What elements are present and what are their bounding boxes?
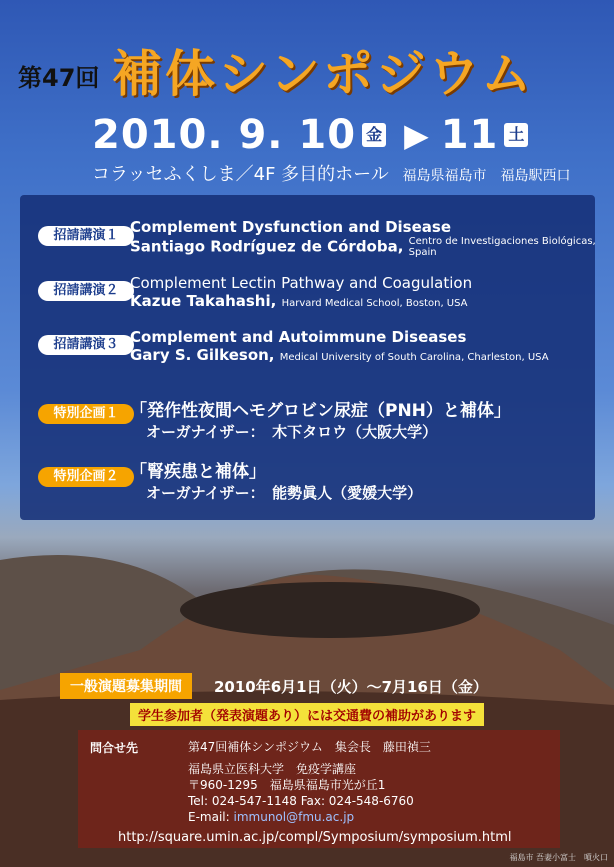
photo-credit: 福島市 吾妻小富士 噴火口 (509, 853, 608, 862)
venue-name: コラッセふくしま／4F 多目的ホール (92, 164, 389, 185)
lecture-label-1: 招請講演１ (38, 226, 134, 246)
start-date: 2010. 9. 10 (92, 112, 357, 158)
lecture-1 (130, 218, 596, 258)
affiliation-line-1: Centro de Investigaciones Biológicas, (408, 236, 596, 247)
affiliation-line-2: Spain (408, 247, 437, 258)
edition-label: 第47回 (18, 64, 100, 92)
lecture-title: Complement Dysfunction and Disease (130, 218, 451, 236)
lecture-speaker (130, 292, 472, 310)
lecture-speaker (130, 346, 549, 364)
speaker-name: Kazue Takahashi, (130, 292, 277, 310)
lecture-title: Complement Lectin Pathway and Coagulation (130, 274, 473, 292)
lecture-2 (130, 274, 472, 310)
contact-address: 〒960-1295 福島県福島市光が丘1 (188, 778, 386, 792)
end-day-badge: 土 (504, 123, 528, 147)
end-date: 11 (440, 112, 499, 158)
arrow-right-icon: ▶ (404, 116, 429, 154)
page-title: 補体シンポジウム (112, 45, 535, 103)
venue (92, 160, 571, 186)
email-link[interactable]: immunol@fmu.ac.jp (233, 810, 355, 824)
special-label-1: 特別企画１ (38, 404, 134, 424)
speaker-name: Santiago Rodríguez de Córdoba, (130, 237, 404, 256)
special-title: 「腎疾患と補体」 (130, 462, 266, 482)
program-panel (20, 195, 595, 520)
start-day-badge: 金 (362, 123, 386, 147)
lecture-title: Complement and Autoimmune Diseases (130, 328, 467, 346)
special-organizer: オーガナイザー： 能勢眞人（愛媛大学） (146, 484, 423, 502)
special-organizer: オーガナイザー： 木下タロウ（大阪大学） (146, 423, 438, 441)
speaker-name: Gary S. Gilkeson, (130, 346, 275, 364)
contact-dept: 福島県立医科大学 免疫学講座 (188, 762, 357, 776)
contact-chair: 第47回補体シンポジウム 集会長 藤田禎三 (188, 740, 431, 754)
lecture-label-2: 招請講演２ (38, 281, 134, 301)
contact-email (188, 809, 431, 825)
abstract-dates: 2010年6月1日（火）～7月16日（金） (214, 677, 488, 696)
abstract-label: 一般演題募集期間 (60, 673, 192, 699)
lecture-speaker (130, 236, 596, 258)
contact-details (188, 739, 431, 825)
special-title: 「発作性夜間ヘモグロビン尿症（PNH）と補体」 (130, 401, 511, 421)
special-1 (130, 396, 511, 442)
lecture-label-3: 招請講演３ (38, 335, 134, 355)
website-link[interactable]: http://square.umin.ac.jp/compl/Symposium/symposium.html (118, 830, 512, 845)
date-range (92, 112, 528, 158)
speaker-affiliation: Harvard Medical School, Boston, USA (281, 298, 468, 309)
contact-phone: Tel: 024-547-1148 Fax: 024-548-6760 (188, 794, 414, 808)
speaker-affiliation: Medical University of South Carolina, Charleston, USA (279, 352, 549, 363)
contact-box (78, 730, 560, 848)
special-2 (130, 457, 422, 503)
venue-location: 福島県福島市 福島駅西口 (402, 168, 571, 184)
speaker-affiliation (409, 236, 596, 258)
abstract-period (60, 673, 488, 699)
student-note: 学生参加者（発表演題あり）には交通費の補助があります (130, 703, 484, 726)
special-label-2: 特別企画２ (38, 467, 134, 487)
email-label: E-mail: (188, 810, 230, 824)
lecture-3 (130, 328, 549, 364)
contact-label: 問合せ先 (90, 741, 139, 755)
